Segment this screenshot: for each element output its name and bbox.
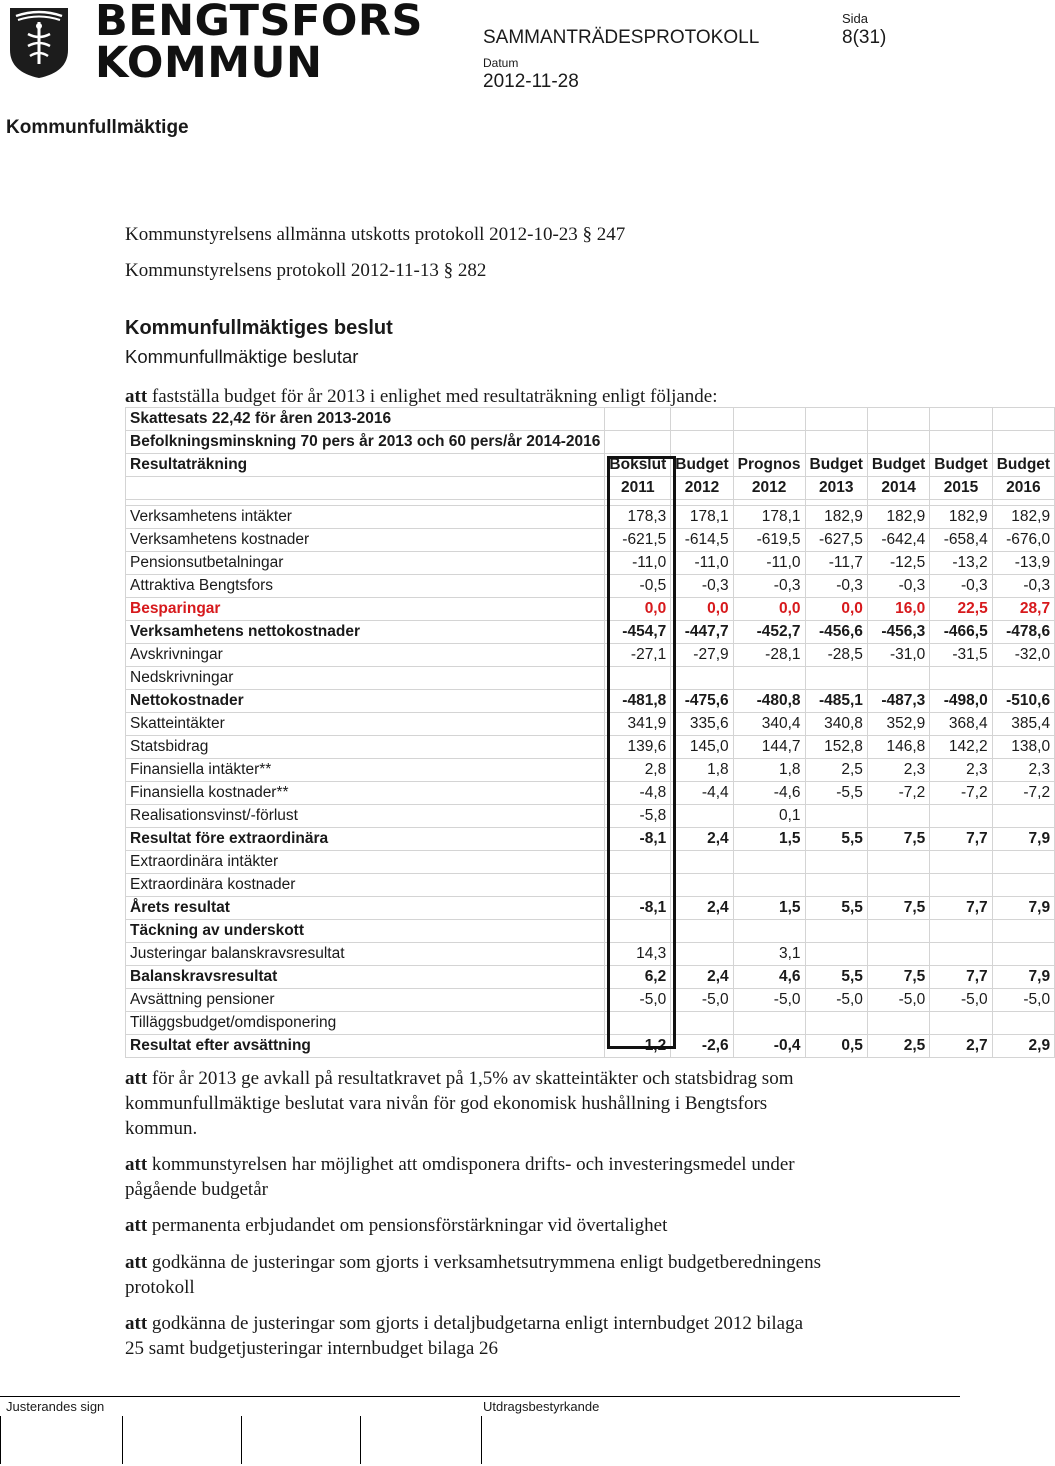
paragraph-2 — [125, 1152, 825, 1202]
row-value: -32,0 — [992, 644, 1054, 667]
row-value — [930, 851, 992, 874]
column-year: 2012 — [671, 477, 733, 500]
row-value: -4,8 — [605, 782, 671, 805]
row-value — [733, 851, 805, 874]
table-row — [126, 1035, 1055, 1058]
paragraph-4 — [125, 1250, 825, 1300]
row-value: -8,1 — [605, 897, 671, 920]
row-value: -498,0 — [930, 690, 992, 713]
row-value: -5,0 — [671, 989, 733, 1012]
row-value — [805, 1012, 867, 1035]
row-value — [930, 1012, 992, 1035]
att-keyword: att — [125, 1252, 148, 1273]
row-value — [805, 943, 867, 966]
decision-heading: Kommunfullmäktiges beslut — [125, 317, 393, 339]
paragraph-text: godkänna de justeringar som gjorts i verksamhetsutrymmena enligt budgetberedningens protokoll — [125, 1252, 821, 1298]
att-keyword: att — [125, 1154, 148, 1175]
row-value — [671, 874, 733, 897]
row-value — [992, 874, 1054, 897]
signature-box-divider — [481, 1416, 482, 1464]
row-value: 7,7 — [930, 897, 992, 920]
row-value: -5,0 — [867, 989, 929, 1012]
row-value: 0,0 — [733, 598, 805, 621]
table-row — [126, 575, 1055, 598]
row-value: 152,8 — [805, 736, 867, 759]
column-type: Budget — [805, 454, 867, 477]
signature-box-divider — [122, 1416, 123, 1464]
row-value — [992, 920, 1054, 943]
row-value: 2,5 — [867, 1035, 929, 1058]
reference-2: Kommunstyrelsens protokoll 2012-11-13 § 282 — [125, 260, 487, 281]
empty-cell — [867, 431, 929, 454]
row-value: -4,6 — [733, 782, 805, 805]
row-value: 1,2 — [605, 1035, 671, 1058]
row-label: Statsbidrag — [126, 736, 605, 759]
row-label: Balanskravsresultat — [126, 966, 605, 989]
row-value — [992, 805, 1054, 828]
row-value: 7,7 — [930, 828, 992, 851]
column-year: 2012 — [733, 477, 805, 500]
empty-cell — [671, 408, 733, 431]
meeting-date: 2012-11-28 — [483, 71, 579, 92]
row-value: -621,5 — [605, 529, 671, 552]
row-value — [605, 851, 671, 874]
table-year-row — [126, 477, 1055, 500]
row-label: Nedskrivningar — [126, 667, 605, 690]
row-value: 145,0 — [671, 736, 733, 759]
table-row — [126, 874, 1055, 897]
row-value: 6,2 — [605, 966, 671, 989]
row-value: -5,0 — [992, 989, 1054, 1012]
municipality-name — [95, 0, 423, 88]
row-value: 178,1 — [733, 506, 805, 529]
date-label: Datum — [483, 56, 519, 70]
row-value: 1,8 — [733, 759, 805, 782]
row-value: 7,5 — [867, 966, 929, 989]
column-year: 2011 — [605, 477, 671, 500]
row-value: -0,3 — [930, 575, 992, 598]
empty-cell — [992, 431, 1054, 454]
extract-certified-label: Utdragsbestyrkande — [483, 1399, 600, 1414]
column-year: 2014 — [867, 477, 929, 500]
row-value: 2,3 — [992, 759, 1054, 782]
row-value: 3,1 — [733, 943, 805, 966]
row-value — [992, 667, 1054, 690]
table-row — [126, 713, 1055, 736]
row-label: Extraordinära intäkter — [126, 851, 605, 874]
row-value: 182,9 — [930, 506, 992, 529]
row-value — [605, 874, 671, 897]
row-value: 7,9 — [992, 966, 1054, 989]
signature-label: Justerandes sign — [6, 1399, 105, 1414]
row-value: -27,1 — [605, 644, 671, 667]
row-value: -0,3 — [733, 575, 805, 598]
row-value — [867, 667, 929, 690]
row-label: Attraktiva Bengtsfors — [126, 575, 605, 598]
row-value: -676,0 — [992, 529, 1054, 552]
row-value: 0,1 — [733, 805, 805, 828]
paragraph-5 — [125, 1311, 825, 1361]
empty-cell — [930, 431, 992, 454]
table-row — [126, 989, 1055, 1012]
row-label: Tilläggsbudget/omdisponering — [126, 1012, 605, 1035]
row-value — [867, 805, 929, 828]
row-value: -5,8 — [605, 805, 671, 828]
signature-box-divider — [360, 1416, 361, 1464]
row-value: 2,4 — [671, 828, 733, 851]
row-value: 2,5 — [805, 759, 867, 782]
footer-divider — [0, 1396, 960, 1397]
row-value: -627,5 — [805, 529, 867, 552]
empty-cell — [671, 431, 733, 454]
row-value: 182,9 — [992, 506, 1054, 529]
table-row — [126, 920, 1055, 943]
paragraph-text: kommunstyrelsen har möjlighet att omdisponera drifts- och investeringsmedel under pågående budgetår — [125, 1154, 795, 1200]
table-row — [126, 782, 1055, 805]
row-value — [930, 667, 992, 690]
row-label: Årets resultat — [126, 897, 605, 920]
document-type: SAMMANTRÄDESPROTOKOLL — [483, 27, 760, 48]
row-label: Verksamhetens nettokostnader — [126, 621, 605, 644]
empty-cell — [126, 477, 605, 500]
row-value: -28,1 — [733, 644, 805, 667]
paragraph-1 — [125, 1066, 825, 1141]
empty-cell — [605, 431, 671, 454]
att-keyword: att — [125, 1215, 148, 1236]
table-row — [126, 851, 1055, 874]
row-value: 7,9 — [992, 897, 1054, 920]
row-value: 341,9 — [605, 713, 671, 736]
row-value: -4,4 — [671, 782, 733, 805]
row-value: 146,8 — [867, 736, 929, 759]
row-label: Finansiella intäkter** — [126, 759, 605, 782]
row-value: -31,0 — [867, 644, 929, 667]
table-info-row — [126, 431, 1055, 454]
empty-cell — [930, 408, 992, 431]
empty-cell — [867, 408, 929, 431]
row-value: -447,7 — [671, 621, 733, 644]
row-value: 2,4 — [671, 966, 733, 989]
decision-first-text: fastställa budget för år 2013 i enlighet med resultaträkning enligt följande: — [151, 386, 718, 407]
row-value: -0,4 — [733, 1035, 805, 1058]
row-value: 182,9 — [867, 506, 929, 529]
row-value: -510,6 — [992, 690, 1054, 713]
row-value: -7,2 — [930, 782, 992, 805]
table-row — [126, 667, 1055, 690]
row-value: -5,5 — [805, 782, 867, 805]
row-label: Resultat efter avsättning — [126, 1035, 605, 1058]
row-value: -658,4 — [930, 529, 992, 552]
row-value: 138,0 — [992, 736, 1054, 759]
row-value: -481,8 — [605, 690, 671, 713]
row-value: -27,9 — [671, 644, 733, 667]
row-value — [671, 943, 733, 966]
row-value: 335,6 — [671, 713, 733, 736]
row-value: -11,7 — [805, 552, 867, 575]
row-value — [867, 851, 929, 874]
row-label: Resultat före extraordinära — [126, 828, 605, 851]
row-value — [867, 943, 929, 966]
row-label: Täckning av underskott — [126, 920, 605, 943]
table-row — [126, 828, 1055, 851]
row-label: Verksamhetens intäkter — [126, 506, 605, 529]
row-label: Extraordinära kostnader — [126, 874, 605, 897]
row-value: 385,4 — [992, 713, 1054, 736]
column-type: Budget — [867, 454, 929, 477]
row-value — [805, 851, 867, 874]
row-value: 178,3 — [605, 506, 671, 529]
row-label: Besparingar — [126, 598, 605, 621]
row-value — [992, 1012, 1054, 1035]
row-value: -485,1 — [805, 690, 867, 713]
row-value: 340,4 — [733, 713, 805, 736]
row-value: -13,9 — [992, 552, 1054, 575]
row-value — [671, 805, 733, 828]
paragraph-text: godkänna de justeringar som gjorts i detaljbudgetarna enligt internbudget 2012 bilaga 25 samt budgetjusteringar internbudget bilaga 26 — [125, 1313, 804, 1359]
table-row — [126, 621, 1055, 644]
signature-box-divider — [241, 1416, 242, 1464]
row-label: Verksamhetens kostnader — [126, 529, 605, 552]
column-year: 2015 — [930, 477, 992, 500]
page-number: 8(31) — [842, 27, 887, 48]
row-label: Finansiella kostnader** — [126, 782, 605, 805]
row-value: -487,3 — [867, 690, 929, 713]
row-value: 5,5 — [805, 828, 867, 851]
empty-cell — [805, 431, 867, 454]
empty-cell — [805, 408, 867, 431]
decision-intro: Kommunfullmäktige beslutar — [125, 346, 359, 367]
row-value — [805, 920, 867, 943]
row-value — [930, 943, 992, 966]
table-row — [126, 736, 1055, 759]
brand-line-2: KOMMUN — [95, 38, 323, 88]
row-label: Pensionsutbetalningar — [126, 552, 605, 575]
brand-line-1: BENGTSFORS — [95, 0, 423, 46]
reference-1: Kommunstyrelsens allmänna utskotts protokoll 2012-10-23 § 247 — [125, 224, 626, 245]
row-value: -11,0 — [733, 552, 805, 575]
row-value: -0,3 — [671, 575, 733, 598]
table-row — [126, 552, 1055, 575]
empty-cell — [733, 431, 805, 454]
row-value — [805, 667, 867, 690]
table-row — [126, 1012, 1055, 1035]
table-row — [126, 966, 1055, 989]
row-value: -31,5 — [930, 644, 992, 667]
row-value: 2,8 — [605, 759, 671, 782]
row-value: -2,6 — [671, 1035, 733, 1058]
row-value: 2,3 — [930, 759, 992, 782]
row-label: Avsättning pensioner — [126, 989, 605, 1012]
row-label: Avskrivningar — [126, 644, 605, 667]
row-value: 2,4 — [671, 897, 733, 920]
empty-cell — [992, 408, 1054, 431]
empty-cell — [733, 408, 805, 431]
column-type: Budget — [930, 454, 992, 477]
row-value — [805, 874, 867, 897]
att-keyword: att — [125, 1068, 148, 1089]
row-value: 0,0 — [805, 598, 867, 621]
row-value: 2,9 — [992, 1035, 1054, 1058]
row-value: 5,5 — [805, 966, 867, 989]
signature-box-divider — [0, 1416, 1, 1464]
row-value: -12,5 — [867, 552, 929, 575]
paragraph-3 — [125, 1213, 825, 1238]
row-value: -454,7 — [605, 621, 671, 644]
row-value: -7,2 — [867, 782, 929, 805]
row-value: 28,7 — [992, 598, 1054, 621]
row-value: 1,5 — [733, 828, 805, 851]
row-value: 5,5 — [805, 897, 867, 920]
row-value: 368,4 — [930, 713, 992, 736]
row-value: -28,5 — [805, 644, 867, 667]
row-value — [671, 1012, 733, 1035]
row-value: -11,0 — [605, 552, 671, 575]
att-keyword: att — [125, 1313, 148, 1334]
row-value: 14,3 — [605, 943, 671, 966]
row-value — [733, 920, 805, 943]
tax-rate-line: Skattesats 22,42 för åren 2013-2016 — [126, 408, 605, 431]
row-value — [605, 1012, 671, 1035]
row-value — [992, 943, 1054, 966]
row-value — [930, 920, 992, 943]
row-value — [805, 805, 867, 828]
table-header-label: Resultaträkning — [126, 454, 605, 477]
body-title: Kommunfullmäktige — [6, 117, 189, 138]
row-value: 22,5 — [930, 598, 992, 621]
row-value: 144,7 — [733, 736, 805, 759]
row-value: -452,7 — [733, 621, 805, 644]
row-value: -11,0 — [671, 552, 733, 575]
table-row — [126, 598, 1055, 621]
table-row — [126, 897, 1055, 920]
row-value — [930, 874, 992, 897]
page-label: Sida — [842, 11, 869, 26]
row-value: 2,3 — [867, 759, 929, 782]
row-value: 16,0 — [867, 598, 929, 621]
row-label: Justeringar balanskravsresultat — [126, 943, 605, 966]
table-row — [126, 690, 1055, 713]
row-value — [671, 851, 733, 874]
row-value — [605, 920, 671, 943]
row-value: 7,9 — [992, 828, 1054, 851]
table-row — [126, 529, 1055, 552]
column-type: Budget — [671, 454, 733, 477]
row-value: -5,0 — [605, 989, 671, 1012]
row-value: -5,0 — [930, 989, 992, 1012]
row-value: -5,0 — [733, 989, 805, 1012]
table-header-row — [126, 454, 1055, 477]
column-year: 2013 — [805, 477, 867, 500]
row-value — [992, 851, 1054, 874]
empty-cell — [605, 408, 671, 431]
row-value — [930, 805, 992, 828]
row-value — [733, 667, 805, 690]
row-value — [733, 1012, 805, 1035]
row-value: -5,0 — [805, 989, 867, 1012]
row-value: -7,2 — [992, 782, 1054, 805]
row-value — [867, 1012, 929, 1035]
row-value: 0,0 — [605, 598, 671, 621]
row-value: -0,5 — [605, 575, 671, 598]
row-value: -456,6 — [805, 621, 867, 644]
row-label: Nettokostnader — [126, 690, 605, 713]
column-type: Prognos — [733, 454, 805, 477]
row-value: -642,4 — [867, 529, 929, 552]
row-value: 7,5 — [867, 897, 929, 920]
column-year: 2016 — [992, 477, 1054, 500]
row-value — [605, 667, 671, 690]
column-type: Bokslut — [605, 454, 671, 477]
municipality-crest-icon — [8, 6, 70, 80]
row-value: 0,0 — [671, 598, 733, 621]
row-value: 7,5 — [867, 828, 929, 851]
row-value: -466,5 — [930, 621, 992, 644]
att-keyword: att — [125, 386, 148, 407]
row-value: 142,2 — [930, 736, 992, 759]
row-value: 178,1 — [671, 506, 733, 529]
row-value: -480,8 — [733, 690, 805, 713]
row-value: 182,9 — [805, 506, 867, 529]
row-value: 2,7 — [930, 1035, 992, 1058]
row-value: 139,6 — [605, 736, 671, 759]
table-row — [126, 506, 1055, 529]
paragraph-text: permanenta erbjudandet om pensionsförstärkningar vid övertalighet — [151, 1215, 668, 1236]
row-value: -0,3 — [992, 575, 1054, 598]
row-value — [671, 667, 733, 690]
row-value: 352,9 — [867, 713, 929, 736]
row-value — [671, 920, 733, 943]
row-value: 1,5 — [733, 897, 805, 920]
decision-first — [125, 384, 718, 409]
table-info-row — [126, 408, 1055, 431]
row-value: -456,3 — [867, 621, 929, 644]
row-value: -619,5 — [733, 529, 805, 552]
row-value: -8,1 — [605, 828, 671, 851]
row-value: 4,6 — [733, 966, 805, 989]
row-value: 1,8 — [671, 759, 733, 782]
column-type: Budget — [992, 454, 1054, 477]
row-value: -0,3 — [805, 575, 867, 598]
row-value: -475,6 — [671, 690, 733, 713]
row-value: 340,8 — [805, 713, 867, 736]
row-label: Skatteintäkter — [126, 713, 605, 736]
row-value: -614,5 — [671, 529, 733, 552]
table-row — [126, 644, 1055, 667]
row-value — [867, 920, 929, 943]
table-row — [126, 805, 1055, 828]
row-value — [867, 874, 929, 897]
row-value: 0,5 — [805, 1035, 867, 1058]
row-label: Realisationsvinst/-förlust — [126, 805, 605, 828]
table-row — [126, 759, 1055, 782]
paragraph-text: för år 2013 ge avkall på resultatkravet på 1,5% av skatteintäkter och statsbidrag som kommunfullmäktige beslutat vara nivån för god ekonomisk hushållning i Bengtsfors kommun. — [125, 1068, 794, 1139]
row-value — [733, 874, 805, 897]
budget-table — [125, 407, 1055, 1058]
row-value: -0,3 — [867, 575, 929, 598]
row-value: -13,2 — [930, 552, 992, 575]
row-value: 7,7 — [930, 966, 992, 989]
table-row — [126, 943, 1055, 966]
population-line: Befolkningsminskning 70 pers år 2013 och 60 pers/år 2014-2016 — [126, 431, 605, 454]
row-value: -478,6 — [992, 621, 1054, 644]
